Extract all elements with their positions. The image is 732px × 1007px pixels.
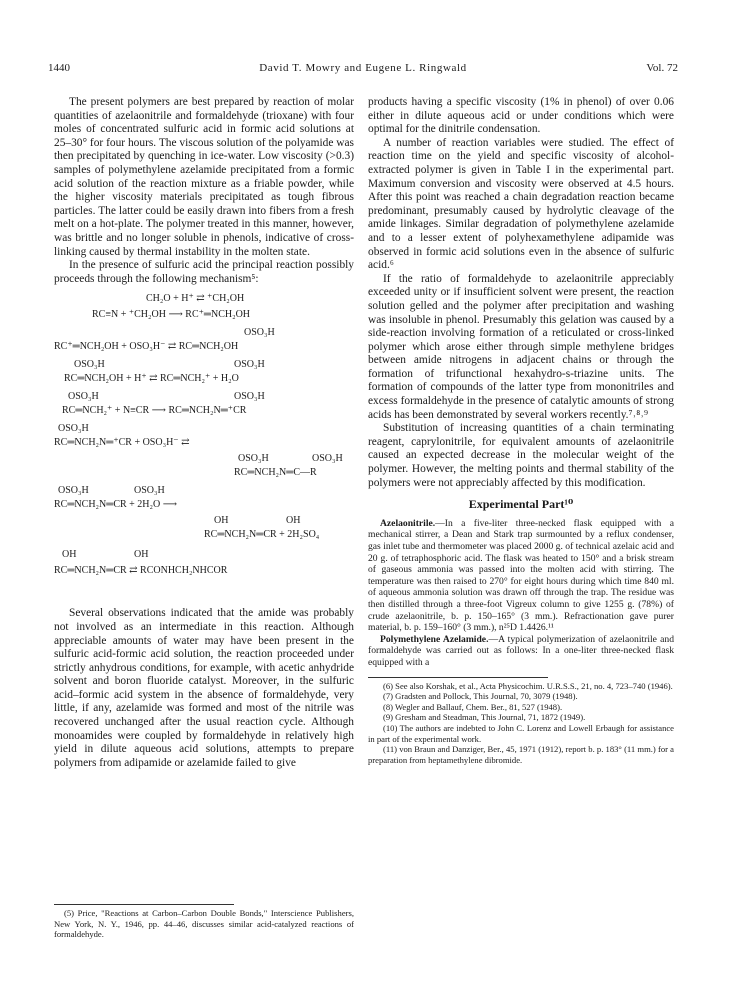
experimental-text	[368, 518, 674, 669]
paragraph-body: —A typical polymerization of azelaonitrile and formaldehyde was carried out as follows: In a one-liter three-necked flask equipped with a	[368, 633, 675, 668]
section-heading: Experimental Part¹⁰	[468, 497, 574, 512]
substituent-label: OSO₃H	[244, 327, 275, 339]
footnote-block-right	[368, 681, 674, 766]
paragraph: A number of reaction variables were studied. The effect of reaction time on the yield and specific viscosity of alcohol-extracted polymer is given in Table I in the experimental part. Maximum conversion and viscosity were observed at 4.5 hours. After this point was reached a chain degradation reaction became predominant, presumably caused by hydrolytic cleavage of the amide linkages. Similar degradation of polymethylene azelamide and to a lesser extent of polyhexamethylene adipamide was observed in formic acid solutions even in the absence of sulfuric acid.⁶	[368, 136, 674, 272]
substituent-label: OSO₃H	[74, 359, 105, 371]
equation-6: RC═NCH₂N═⁺CR + OSO₃H⁻ ⇄	[54, 437, 190, 449]
footnote: (9) Gresham and Steadman, This Journal, 71, 1872 (1949).	[383, 712, 586, 723]
volume-label: Vol. 72	[646, 62, 678, 74]
run-in-heading: Azelaonitrile.	[380, 517, 436, 529]
equation-8: RC═NCH₂N═CR ⇄ RCONHCH₂NHCOR	[54, 565, 228, 577]
substituent-label: OSO₃H	[58, 485, 89, 497]
left-column	[54, 96, 354, 770]
footnote: (11) von Braun and Danziger, Ber., 45, 1971 (1912), report b. p. 183° (11 mm.) for a preparation from heptamethylene dibromide.	[368, 744, 674, 765]
substituent-label: OSO₃H	[238, 453, 269, 465]
equation-7-product: RC═NCH₂N═CR + 2H₂SO₄	[204, 529, 320, 541]
substituent-label: OSO₃H	[234, 391, 265, 403]
equation-2: RC≡N + ⁺CH₂OH ⟶ RC⁺═NCH₂OH	[92, 309, 251, 321]
equation-6-product: RC═NCH₂N═C—R	[234, 467, 317, 479]
paragraph: In the presence of sulfuric acid the principal reaction possibly proceeds through the following mechanism⁵:	[54, 259, 354, 285]
footnote: (7) Gradsten and Pollock, This Journal, 70, 3079 (1948).	[383, 691, 578, 702]
footnote: (8) Wegler and Ballauf, Chem. Ber., 81, 527 (1948).	[383, 701, 563, 712]
equation-1: CH₂O + H⁺ ⇄ ⁺CH₂OH	[146, 293, 245, 305]
substituent-label: OSO₃H	[68, 391, 99, 403]
footnote: (10) The authors are indebted to John C. Lorenz and Lowell Erbaugh for assistance in part of the experimental work.	[368, 722, 674, 744]
footnote: (6) See also Korshak, et al., Acta Physicochim. U.R.S.S., 21, no. 4, 723–740 (1946).	[383, 680, 673, 691]
footnote-5: (5) Price, "Reactions at Carbon–Carbon Double Bonds," Interscience Publishers, New York, N. Y., 1946, pp. 44–46, discusses similar acid-catalyzed reactions of formaldehyde.	[54, 908, 354, 940]
reaction-mechanism-scheme	[54, 289, 354, 601]
paragraph: Several observations indicated that the amide was probably not involved as an intermediate in this reaction. Although appreciable amounts of water may have been present in the sulfuric acid-formic acid solution, the reaction proceeded under strictly anhydrous conditions, for example, with acetic anhydride solvent and boron fluoride catalyst. Moreover, in the sulfuric acid–formic acid system in the absence of formaldehyde, very little, if any, azelamide was formed and most of the nitrile was recovered unchanged after the usual reaction cycle. Although monoamides were coupled by formaldehyde in relatively high yield in dilute aqueous acid solutions, attempts to prepare polymers from adipamide or azelamide failed to give	[54, 607, 354, 769]
right-column	[368, 96, 674, 765]
paragraph-body: —In a five-liter three-necked flask equipped with a mechanical stirrer, a Dean and Stark trap surmounted by a reflux condenser, gas inlet tube and thermometer was placed 2000 g. of technical azelaic acid and 20 g. of tetraphosphoric acid. The flask was heated to 150° and a brisk stream of gaseous ammonia was passed into the molten acid with stirring. The temperature was then raised to 270° for eight hours during which time 840 ml. of aqueous ammonia solution was drawn off through the trap. The residue was then distilled through a three-foot Vigreux column to give 1255 g. (78%) of crude azelaonitrile, b. p. 150–165° (3 mm.). Refractionation gave purer material, b. p. 159–160° (3 mm.), n²⁵D 1.4426.¹¹	[368, 517, 674, 634]
equation-3: RC⁺═NCH₂OH + OSO₃H⁻ ⇄ RC═NCH₂OH	[54, 341, 239, 353]
paragraph: If the ratio of formaldehyde to azelaonitrile appreciably exceeded unity or if insufficient solvent were present, the reaction solution gelled and the polymer after precipitation and washing was insoluble in phenol. Presumably this gelation was caused by a side-reaction involving formation of a reticulated or cross-linked polymer which arose either through simple methylene bridges between amide nitrogens in adjacent chains or through the formation of trifunctional hexahydro-s-triazine units. The formation of compounds of the latter type from mononitriles and excess formaldehyde in the presence of catalytic amounts of strong acids has been demonstrated by several workers recently.⁷˒⁸˒⁹	[368, 272, 674, 421]
substituent-label: OSO₃H	[312, 453, 343, 465]
paragraph: The present polymers are best prepared by reaction of molar quantities of azelaonitrile and formaldehyde (trioxane) with four moles of concentrated sulfuric acid in formic acid solutions at 25–30° for four hours. The viscous solution of the polyamide was then precipitated by quenching in ice-water. Low viscosity (>0.3) samples of polymethylene azelamide precipitated from a formic acid solution of the reaction mixture as a friable powder, while the higher viscosity materials precipitated as tough fibrous particles. The latter could be easily drawn into fibers from a fresh melt on a hot-plate. The polymer treated in this manner, however, was brittle and no longer soluble in phenols, indicative of cross-linking caused by thermal instability in the molten state.	[54, 96, 354, 258]
page-number: 1440	[48, 62, 70, 74]
substituent-label: OSO₃H	[58, 423, 89, 435]
substituent-label: OSO₃H	[134, 485, 165, 497]
equation-7: RC═NCH₂N═CR + 2H₂O ⟶	[54, 499, 178, 511]
footnote-block-left	[54, 896, 354, 940]
substituent-label: OH	[62, 549, 77, 561]
running-head	[48, 62, 678, 80]
paragraph: Substitution of increasing quantities of a chain terminating reagent, caprylonitrile, for equivalent amounts of azelaonitrile caused an expected decrease in the molecular weight of the polymer. However, the melting points and thermal stability of the polymers were not appreciably affected by this modification.	[368, 422, 674, 489]
equation-4: RC═NCH₂OH + H⁺ ⇄ RC═NCH₂⁺ + H₂O	[64, 373, 239, 385]
paragraph	[368, 518, 674, 634]
substituent-label: OH	[134, 549, 149, 561]
footnote-divider	[368, 677, 548, 678]
substituent-label: OSO₃H	[234, 359, 265, 371]
substituent-label: OH	[286, 515, 301, 527]
paragraph	[368, 634, 674, 669]
equation-5: RC═NCH₂⁺ + N≡CR ⟶ RC═NCH₂N═⁺CR	[62, 405, 247, 417]
run-in-heading: Polymethylene Azelamide.	[380, 633, 489, 645]
footnote-divider	[54, 904, 234, 905]
paragraph: products having a specific viscosity (1% in phenol) of over 0.06 either in dilute aqueous acid or under conditions which were optimal for the dinitrile condensation.	[368, 96, 674, 136]
substituent-label: OH	[214, 515, 229, 527]
running-title: David T. Mowry and Eugene L. Ringwald	[259, 62, 467, 74]
